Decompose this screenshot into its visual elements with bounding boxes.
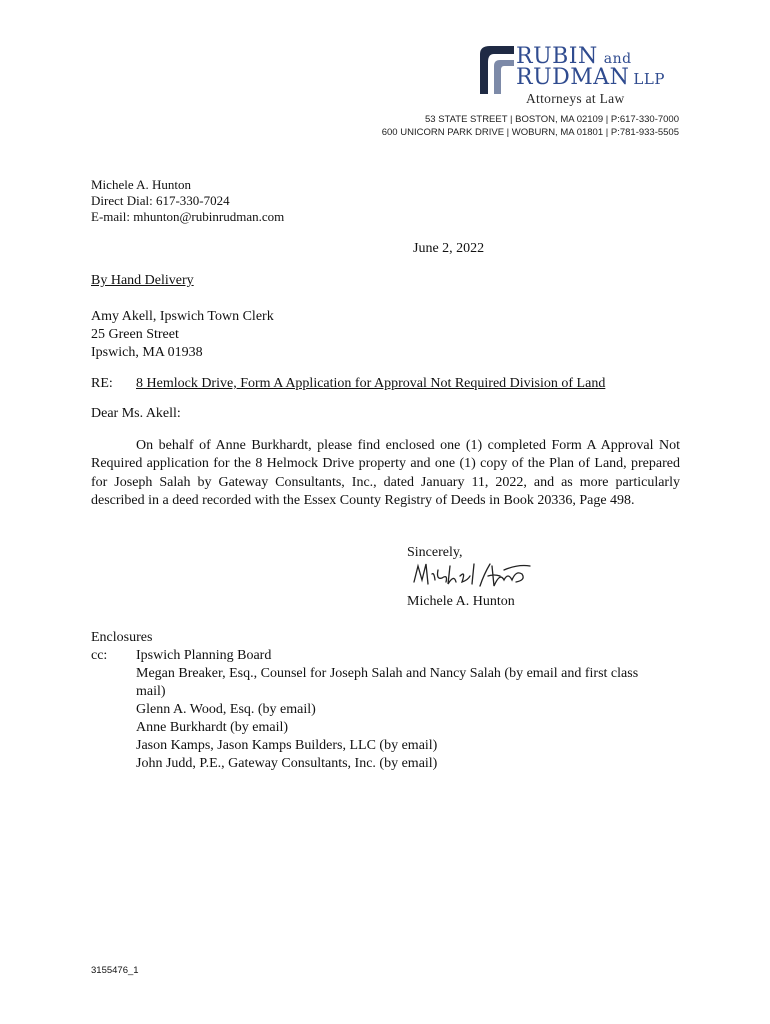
firm-tagline: Attorneys at Law [526,91,625,106]
cc-item: Anne Burkhardt (by email) [136,720,289,735]
delivery-method: By Hand Delivery [91,273,194,288]
cc-item: Jason Kamps, Jason Kamps Builders, LLC (by email) [136,738,438,753]
document-id: 3155476_1 [91,965,139,976]
closing: Sincerely, [407,545,463,560]
sender-direct-dial: Direct Dial: 617-330-7024 [91,193,230,208]
sender-name: Michele A. Hunton [91,177,192,192]
body-paragraph: On behalf of Anne Burkhardt, please find enclosed one (1) completed Form A Approval Not Required application for the 8 Helmock Drive property and one (1) copy of the Plan of Land, prepared for Joseph Salah by Gateway Consultants, Inc., dated January 11, 2022, and as more particularly described in a deed recorded with the Essex County Registry of Deeds in Book 20336, Page 498. [91,438,680,509]
cc-item: mail) [136,684,166,699]
firm-llp: LLP [633,70,665,88]
re-label: RE: [91,376,113,391]
firm-rubin: RUBIN [516,44,598,69]
cc-item: Megan Breaker, Esq., Counsel for Joseph Salah and Nancy Salah (by email and first class [136,666,639,681]
recipient-line2: 25 Green Street [91,327,179,342]
enclosures-label: Enclosures [91,630,153,645]
cc-item: Glenn A. Wood, Esq. (by email) [136,702,316,717]
firm-rudman: RUDMAN [516,65,630,90]
re-subject: 8 Hemlock Drive, Form A Application for Approval Not Required Division of Land [136,376,606,391]
sender-email: E-mail: mhunton@rubinrudman.com [91,209,285,224]
recipient-line3: Ipswich, MA 01938 [91,345,203,360]
cc-item: John Judd, P.E., Gateway Consultants, Inc. (by email) [136,756,438,771]
recipient-line1: Amy Akell, Ipswich Town Clerk [91,309,274,324]
firm-address-woburn: 600 UNICORN PARK DRIVE | WOBURN, MA 01801 | P:781-933-5505 [381,127,679,138]
firm-logo-mark-icon [476,44,516,94]
firm-address-boston: 53 STATE STREET | BOSTON, MA 02109 | P:617-330-7000 [425,114,679,125]
letter-date: June 2, 2022 [413,241,485,256]
handwritten-signature [408,560,533,592]
cc-label: cc: [91,648,108,663]
firm-and: and [603,51,632,67]
salutation: Dear Ms. Akell: [91,406,181,421]
signature-name: Michele A. Hunton [407,594,515,609]
cc-item: Ipswich Planning Board [136,648,272,663]
firm-name-line2 [516,65,665,90]
